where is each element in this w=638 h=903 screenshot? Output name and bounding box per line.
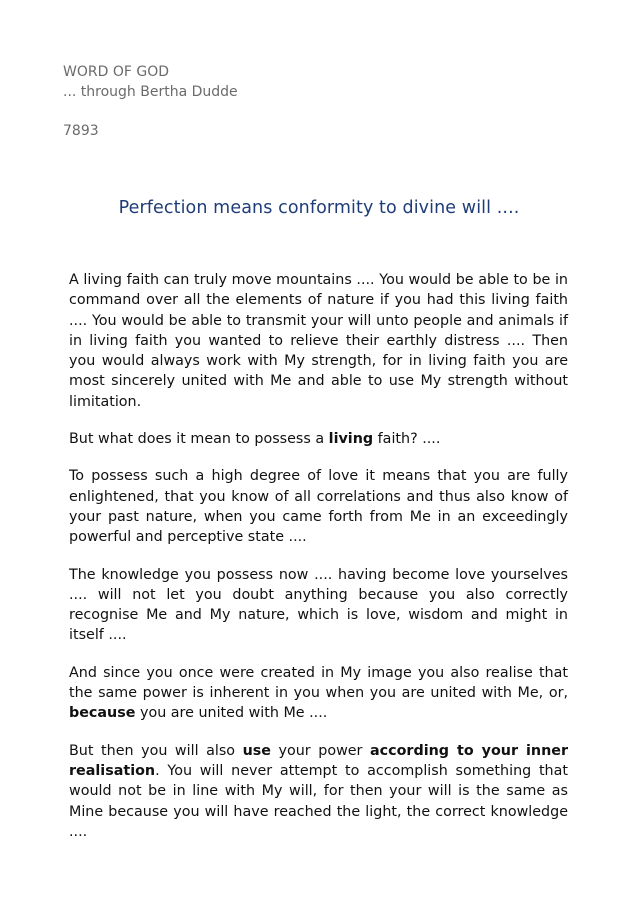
- paragraph-2-text: But what does it mean to possess a: [69, 431, 329, 448]
- page-title: Perfection means conformity to divine will ....: [118, 198, 520, 218]
- paragraph-5: [69, 663, 568, 724]
- source-author: ... through Bertha Dudde: [63, 84, 238, 100]
- paragraph-4: The knowledge you possess now .... having become love yourselves .... will not let you doubt anything because you also correctly recognise Me and My nature, which is love, wisdom and might in itself ....: [69, 566, 568, 644]
- paragraph-2-text-end: faith? ....: [373, 431, 441, 448]
- document-body: [69, 270, 568, 859]
- paragraph-6-text-mid: your power: [270, 742, 370, 759]
- paragraph-2-bold: living: [328, 431, 374, 448]
- paragraph-6: [69, 741, 568, 842]
- document-header: [63, 62, 238, 141]
- paragraph-6-bold-phrase: according to your inner realisation: [69, 742, 568, 779]
- paragraph-6-bold-use: use: [242, 742, 271, 759]
- paragraph-2: [69, 429, 568, 449]
- paragraph-3: To possess such a high degree of love it means that you are fully enlightened, that you know of all correlations and thus also know of your past nature, when you came forth from Me in an exceedingly powerful and perceptive state ....: [69, 468, 568, 546]
- paragraph-6-text-end: . You will never attempt to accomplish something that would not be in line with My will, for then your will is the same as Mine because you will have reached the light, the correct knowledge ....: [69, 762, 568, 840]
- paragraph-5-text-end: you are united with Me ....: [135, 705, 328, 722]
- paragraph-1: A living faith can truly move mountains .... You would be able to be in command over all the elements of nature if you had this living faith .... You would be able to transmit your will unto people and animals if in living faith you wanted to relieve their earthly distress .... Then you would always work with My strength, for in living faith you are most sincerely united with Me and able to use My strength without limitation.: [69, 272, 568, 410]
- paragraph-5-text: And since you once were created in My image you also realise that the same power is inherent in you when you are united with Me, or,: [69, 664, 568, 702]
- document-number: 7893: [63, 123, 99, 139]
- source-title: WORD OF GOD: [63, 64, 169, 80]
- paragraph-6-text: But then you will also: [69, 742, 243, 759]
- paragraph-5-bold: because: [69, 705, 136, 722]
